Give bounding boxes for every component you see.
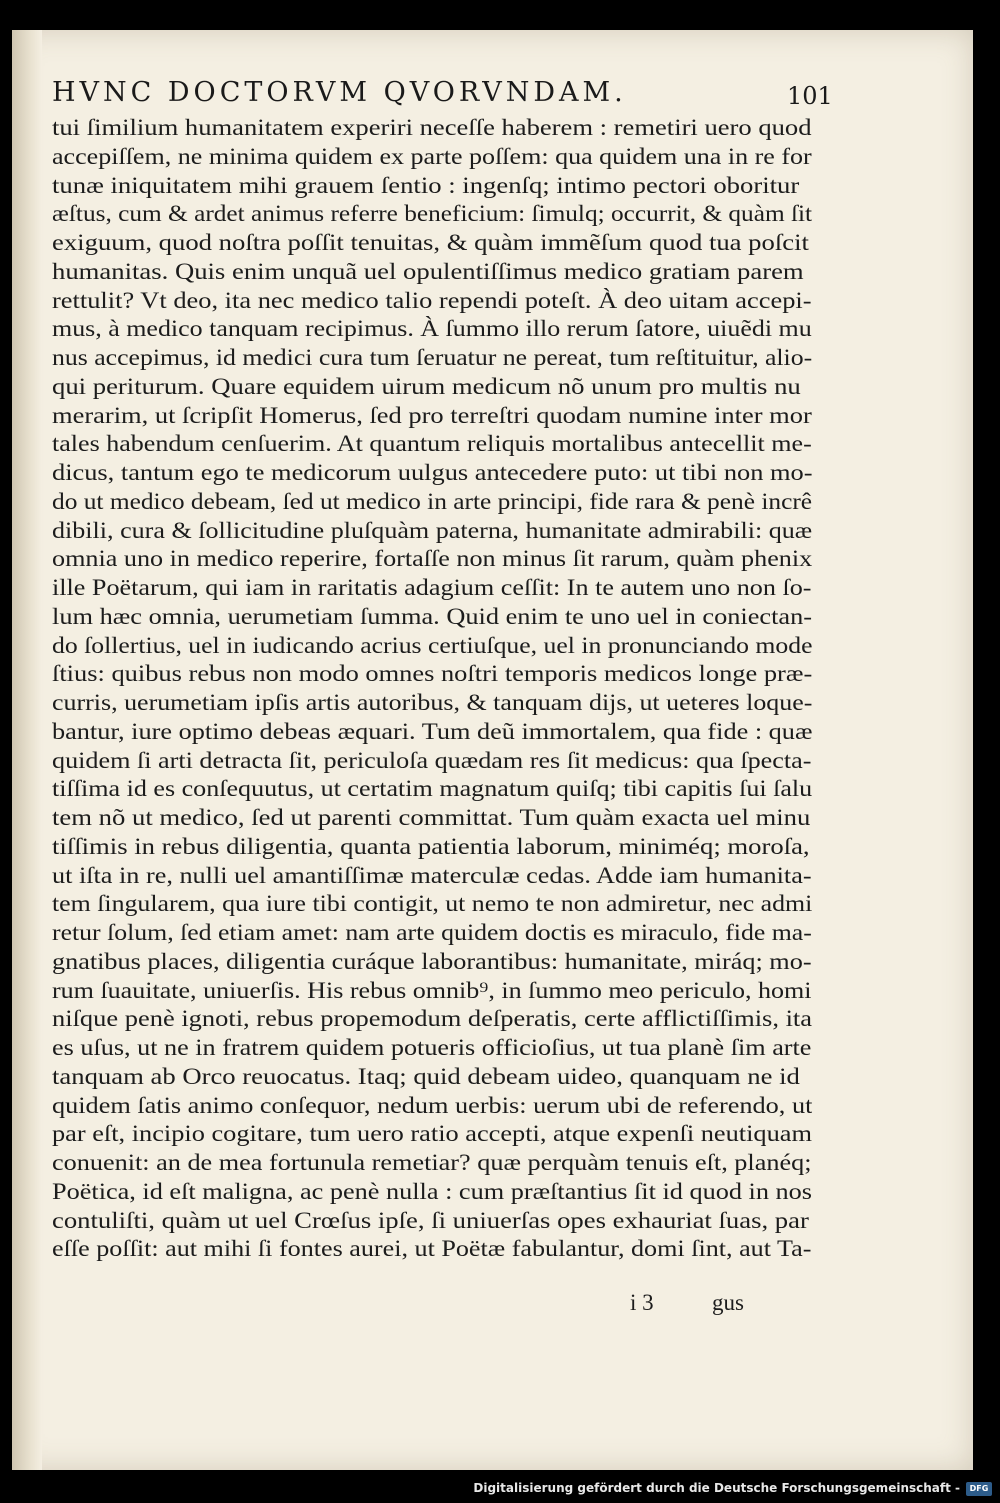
text-line: humanitas. Quis enim unquã uel opulentiſſimus medico gratiam parem xyxy=(52,258,804,285)
text-line: accepiſſem, ne minima quidem ex parte poſſem: qua quidem una in re for xyxy=(52,143,812,170)
text-line: tanquam ab Orco reuocatus. Itaq; quid debeam uideo, quanquam ne id xyxy=(52,1063,800,1090)
text-line: tales habendum cenſuerim. At quantum reliquis mortalibus antecellit me- xyxy=(52,431,812,458)
text-line: æſtus, cum & ardet animus referre beneficium: ſimulq; occurrit, & quàm ſit xyxy=(52,201,812,228)
running-head: HVNC DOCTORVM QVORVNDAM. xyxy=(52,77,627,108)
text-line: par eſt, incipio cogitare, tum uero ratio accepti, atque expenſi neutiquam xyxy=(52,1121,812,1148)
text-line: tiſſima id es conſequutus, ut certatim magnatum quiſq; tibi capitis ſui ſalu xyxy=(52,776,812,803)
text-line: niſque penè ignoti, rebus propemodum deſperatis, certe afflictiſſimis, ita xyxy=(52,1006,812,1033)
text-line: quidem ſi arti detracta ſit, periculoſa quædam res ſit medicus: qua ſpecta- xyxy=(52,747,812,774)
text-line: Poëtica, id eſt maligna, ac penè nulla : cum præſtantius ſit id quod in nos xyxy=(52,1178,812,1205)
text-line: omnia uno in medico reperire, fortaſſe non minus ſit rarum, quàm phenix xyxy=(52,546,813,573)
text-line: eſſe poſſit: aut mihi ſi fontes aurei, ut Poëtæ fabulantur, domi ſint, aut Ta- xyxy=(52,1236,812,1263)
text-line: ut iſta in re, nulli uel amantiſſimæ materculæ cedas. Adde iam humanita- xyxy=(52,862,812,889)
text-line: dibili, cura & ſollicitudine pluſquàm paterna, humanitate admirabili: quæ xyxy=(52,517,812,544)
credit-bar xyxy=(0,1478,1000,1503)
text-line: ille Poëtarum, qui iam in raritatis adagium ceſſit: In te autem uno non ſo- xyxy=(52,575,812,601)
text-line: do ut medico debeam, ſed ut medico in arte principi, fide rara & penè incrê xyxy=(52,488,812,515)
text-line: curris, uerumetiam ipſis artis autoribus, & tanquam dijs, ut ueteres loque- xyxy=(52,690,812,716)
text-line: contuliſti, quàm ut uel Crœſus ipſe, ſi uniuerſas opes exhauriat ſuas, par xyxy=(52,1207,809,1234)
text-line: conuenit: an de mea fortunula remetiar? quæ perquàm tenuis eſt, planéq; xyxy=(52,1150,812,1176)
body-text xyxy=(52,114,812,1264)
text-line: dicus, tantum ego te medicorum uulgus antecedere puto: ut tibi non mo- xyxy=(52,460,812,486)
text-line: tem nõ ut medico, ſed ut parenti committat. Tum quàm exacta uel minu xyxy=(52,805,811,831)
text-line: gnatibus places, diligentia curáque laborantibus: humanitate, miráq; mo- xyxy=(52,948,812,975)
digitization-credit: Digitalisierung gefördert durch die Deutsche Forschungsgemeinschaft - xyxy=(473,1481,960,1495)
text-line: ſtius: quibus rebus non modo omnes noſtri temporis medicos longe præ- xyxy=(52,661,812,688)
text-line: mus, à medico tanquam recipimus. À ſummo illo rerum ſatore, uiuẽdi mu xyxy=(52,316,812,343)
text-line: tiſſimis in rebus diligentia, quanta patientia laborum, miniméq; moroſa, xyxy=(52,833,810,860)
signature-mark: i 3 xyxy=(630,1290,654,1315)
text-line: nus accepimus, id medici cura tum ſeruatur ne pereat, tum reſtituitur, alio- xyxy=(52,345,813,371)
text-line: rum ſuauitate, uniuerſis. His rebus omnib⁹, in ſummo meo periculo, homi xyxy=(52,977,812,1004)
text-line: tui ſimilium humanitatem experiri neceſſe haberem : remetiri uero quod xyxy=(52,115,812,141)
book-page xyxy=(12,30,973,1470)
text-line: do ſollertius, uel in iudicando acrius certiuſque, uel in pronunciando mode xyxy=(52,632,813,659)
text-line: es uſus, ut ne in fratrem quidem potueris officioſius, ut tua planè ſim arte xyxy=(52,1035,812,1061)
text-line: qui periturum. Quare equidem uirum medicum nõ unum pro multis nu xyxy=(52,373,801,400)
text-line: retur ſolum, ſed etiam amet: nam arte quidem doctis es miraculo, fide ma- xyxy=(52,920,812,946)
page-number: 101 xyxy=(787,82,833,110)
dfg-logo: DFG xyxy=(966,1482,992,1496)
page-footer xyxy=(52,1290,812,1320)
text-line: rettulit? Vt deo, ita nec medico talio rependi poteſt. À deo uitam accepi- xyxy=(52,287,812,314)
catchword: gus xyxy=(712,1290,744,1315)
page-gutter xyxy=(12,30,42,1470)
text-line: tunæ iniquitatem mihi grauem ſentio : ingenſq; intimo pectori oboritur xyxy=(52,172,800,199)
text-line: merarim, ut ſcripſit Homerus, ſed pro terreſtri quodam numine inter mor xyxy=(52,402,812,429)
text-line: tem ſingularem, qua iure tibi contigit, ut nemo te non admiretur, nec admi xyxy=(52,891,812,918)
text-line: exiguum, quod noſtra poſſit tenuitas, & quàm immẽſum quod tua poſcit xyxy=(52,230,809,256)
text-line: lum hæc omnia, uerumetiam ſumma. Quid enim te uno uel in coniectan- xyxy=(52,603,812,630)
text-line: bantur, iure optimo debeas æquari. Tum deũ immortalem, qua fide : quæ xyxy=(52,718,812,745)
text-line: quidem ſatis animo conſequor, nedum uerbis: uerum ubi de referendo, ut xyxy=(52,1092,812,1119)
